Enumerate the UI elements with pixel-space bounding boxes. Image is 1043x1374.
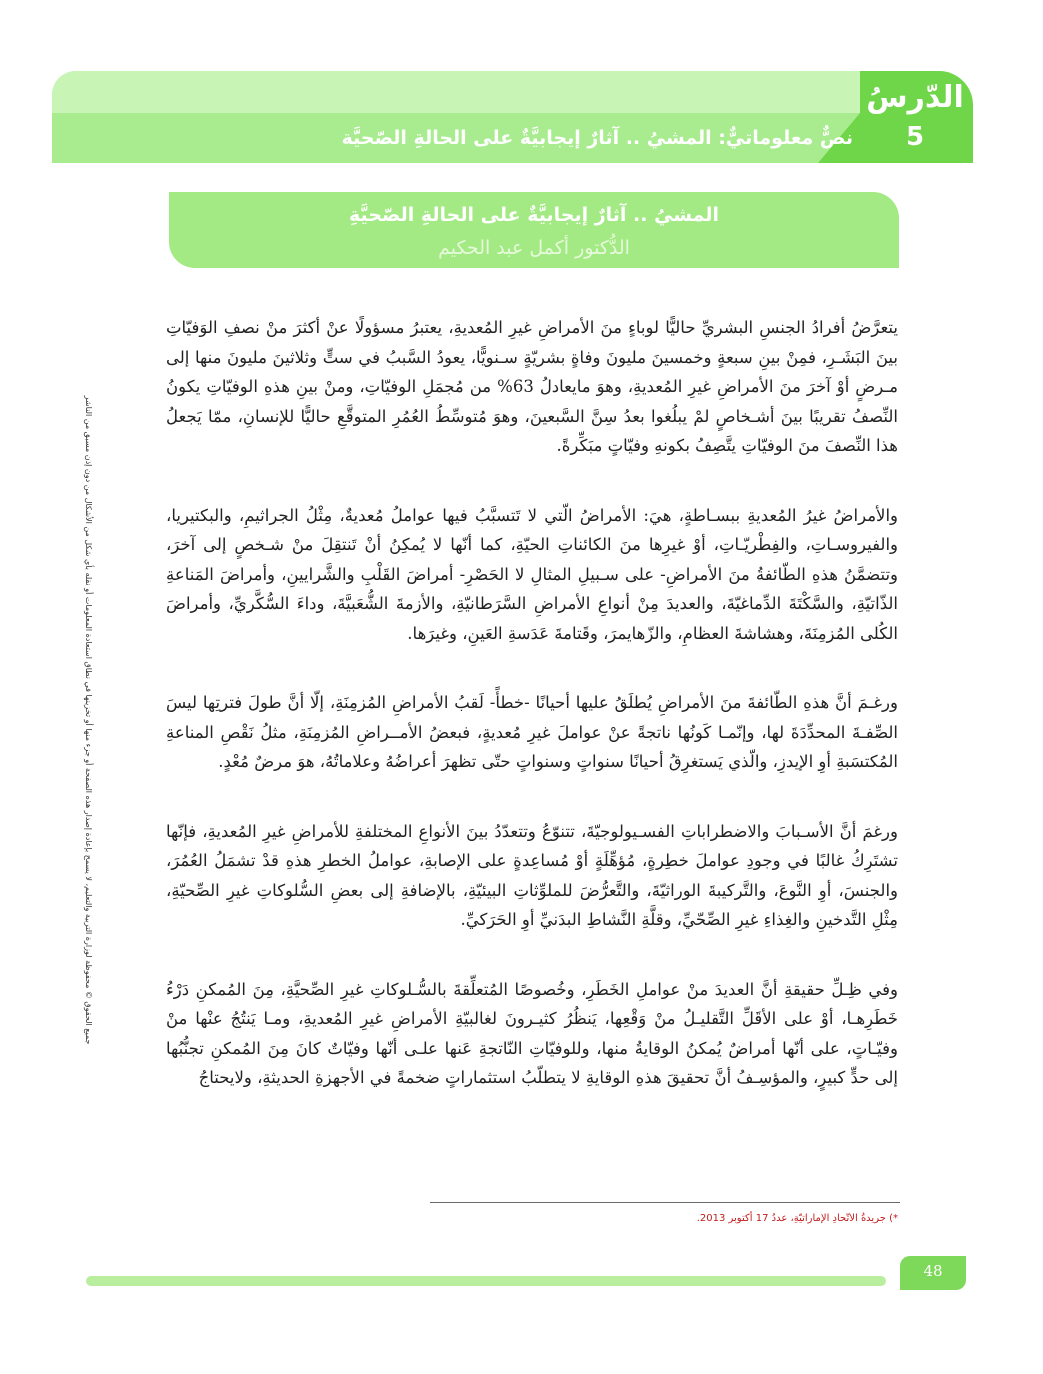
lesson-number: 5 <box>905 122 925 152</box>
footnote: *) جريدةُ الاتّحادِ الإماراتيّةِ، عددُ 17 أكتوبر 2013. <box>696 1213 898 1224</box>
article-title: المشيُ .. آثارٌ إيجابيَّةٌ على الحالةِ الصّحيَّةِ <box>348 204 720 226</box>
article-author: الدُّكتور أكمل عبد الحكيم <box>438 237 630 259</box>
copyright-note: جميع الحقوق © محفوظة لوزارة التربية والتعليم، لا يسمح بإعادة إصدار هذه الصفحة أو جزء منها أو تخزينها في نطاق استعادة المعلومات أو نقله بأي شكل من الأشكال من دون إذن مسبق من الناشر <box>84 395 93 1045</box>
paragraph-5: وفي ظِـلِّ حقيقةِ أنَّ العديدَ منْ عواملِ الخَطَرِ، وخُصوصًا المُتعلِّقةَ بالسُّـلوكاتِ غيرِ الصِّحيَّةِ، مِنَ المُمكنِ دَرْءُ خَطَرِهـا، أوْ على الأقَلِّ التَّقليـلُ منْ وَقْعِها، يَنظُرُ كثيـرونَ لغالبيّةِ الأمراضِ غيرِ المُعديةِ، ومـا يَنتُجُ عنْها منْ وفيّـاتٍ، على أنّها أمراضٌ يُمكنُ الوقايةُ منها، وللوفيّاتِ النّاتجةِ عَنها علـى أنّها وفيّاتٌ كانَ مِنَ المُمكنِ تجنُّبُها إلى حدٍّ كبيرٍ، والمؤسِـفُ أنَّ تحقيقَ هذهِ الوقايةِ لا يتطلّبُ استثماراتٍ ضخمةً في الأجهزةِ الحديثةِ، ولايحتاجُ <box>166 979 898 1087</box>
paragraph-3: ورغـمَ أنَّ هذهِ الطّائفةَ منَ الأمراضِ يُطلَقُ عليها أحيانًا -خطأً- لَقبُ الأمراضِ المُزمِنَةِ، إلّا أنَّ طولَ فترتِها ليسَ الصِّفـةَ المحدِّدَةَ لها، وإنّمـا كَونُها ناتجةً عنْ عواملَ غيرِ مُعديةٍ، فبعضُ الأمــراضِ المُزمِنَةِ، مثلُ نَقْصِ المناعةِ المُكتسَبةِ أوِ الإيدزِ، والّذي يَستغرِقُ أحيانًا سنواتٍ وسنواتٍ حتّى تظهرَ أعراضُهُ وعلاماتُهُ، هوَ مرضٌ مُعْدٍ. <box>166 693 898 771</box>
paragraph-1: يتعرَّضُ أفرادُ الجنسِ البشريِّ حاليًّا لوباءٍ منَ الأمراضِ غيرِ المُعديةِ، يعتبرُ مسؤولًا عنْ أكثرَ منْ نصفِ الوَفيّاتِ بينَ البَشَـرِ، فمِنْ بينِ سبعةٍ وخمسينَ مليونَ وفاةٍ بشريّةٍ سـنويًّا، يعودُ السَّببُ في ستٍّ وثلاثينَ مليونَ منها إلى مـرضٍ أوْ آخرَ منَ الأمراضِ غيرِ المُعديةِ، وهوَ مايعادلُ 63% من مُجمَلِ الوفيّاتِ، ومنْ بينِ هذهِ الوفيّاتِ يكونُ النِّصفُ تقريبًا بينَ أشـخاصٍ لمْ يبلُغوا بعدُ سِنَّ السَّبعينَ، وهوَ مُتوسِّطُ العُمُرِ المتوقَّعِ حاليًّا للإنسانِ، ممّا يَجعلُ هذا النِّصفَ منَ الوفيّاتِ يتَّصِفُ بكونهِ وفيّاتٍ مبَكِّرةً. <box>166 318 898 455</box>
article-body <box>166 313 898 1133</box>
bottom-bar <box>86 1276 886 1286</box>
paragraph-2: والأمراضُ غيرُ المُعديةِ ببسـاطةٍ، هيَ: الأمراضُ الّتي لا تَتسبَّبُ فيها عواملُ مُعديةٌ، مِثْلُ الجراثيمِ، والبكتيريا، والفيروسـاتِ، والفِطْريّـاتِ، أوْ غيرِها منَ الكائناتِ الحيّةِ، كما أنّها لا يُمكِنُ أنْ تَنتقِلَ منْ شـخصٍ إلى آخرَ، وتتضمَّنُ هذهِ الطّائفةُ منَ الأمراضِ- على سـبيلِ المثالِ لا الحَصْرِ- أمراضَ القَلْبِ والشَّرايينِ، وأمراضَ المَناعةِ الذّاتيّةِ، والسَّكْتَةَ الدِّماغيّةَ، والعديدَ مِنْ أنواعِ الأمراضِ السَّرَطانيّةِ، والأزمةَ الشُّعَبيَّةَ، وداءَ السُّكَّريِّ، وأمراضَ الكُلى المُزمِنَةَ، وهشاشةَ العظامِ، والزّهايمرَ، وقَتامةَ عَدَسةِ العَينِ، وغيرَها. <box>166 505 898 643</box>
footnote-divider <box>430 1202 900 1203</box>
header-banner-highlight <box>52 71 874 113</box>
lesson-title: نصٌّ معلوماتيٌّ: المشيُ .. آثارٌ إيجابيَّةٌ على الحالةِ الصّحيَّة <box>341 127 853 149</box>
page-number: 48 <box>923 1262 943 1280</box>
lesson-label: الدّرسُ <box>866 80 964 115</box>
paragraph-4: ورغمَ أنَّ الأسـبابَ والاضطراباتِ الفسـيولوجيّةَ، تتنوّعُ وتتعدّدُ بينَ الأنواعِ المختلفةِ للأمراضِ غيرِ المُعديةِ، فإنّها تشتَرِكُ غالبًا في وجودِ عواملَ خطِرةٍ، مُؤهِّلَةٍ أوْ مُساعِدةٍ على الإصابةِ، عواملُ الخطرِ هذهِ قدْ تشمَلُ العُمُرَ، والجنسَ، أوِ النَّوعَ، والتَّركيبةَ الوراثيّةَ، والتَّعرُّضَ للملوِّثاتِ البيئيّةِ، بالإضافةِ إلى بعضِ السُّلوكاتِ غيرِ الصِّحيّةِ، مِثْلِ التَّدخينِ والغِذاءِ غيرِ الصِّحّيِّ، وقلَّةِ النَّشاطِ البدَنيِّ أوِ الحَرَكيِّ. <box>166 821 898 929</box>
